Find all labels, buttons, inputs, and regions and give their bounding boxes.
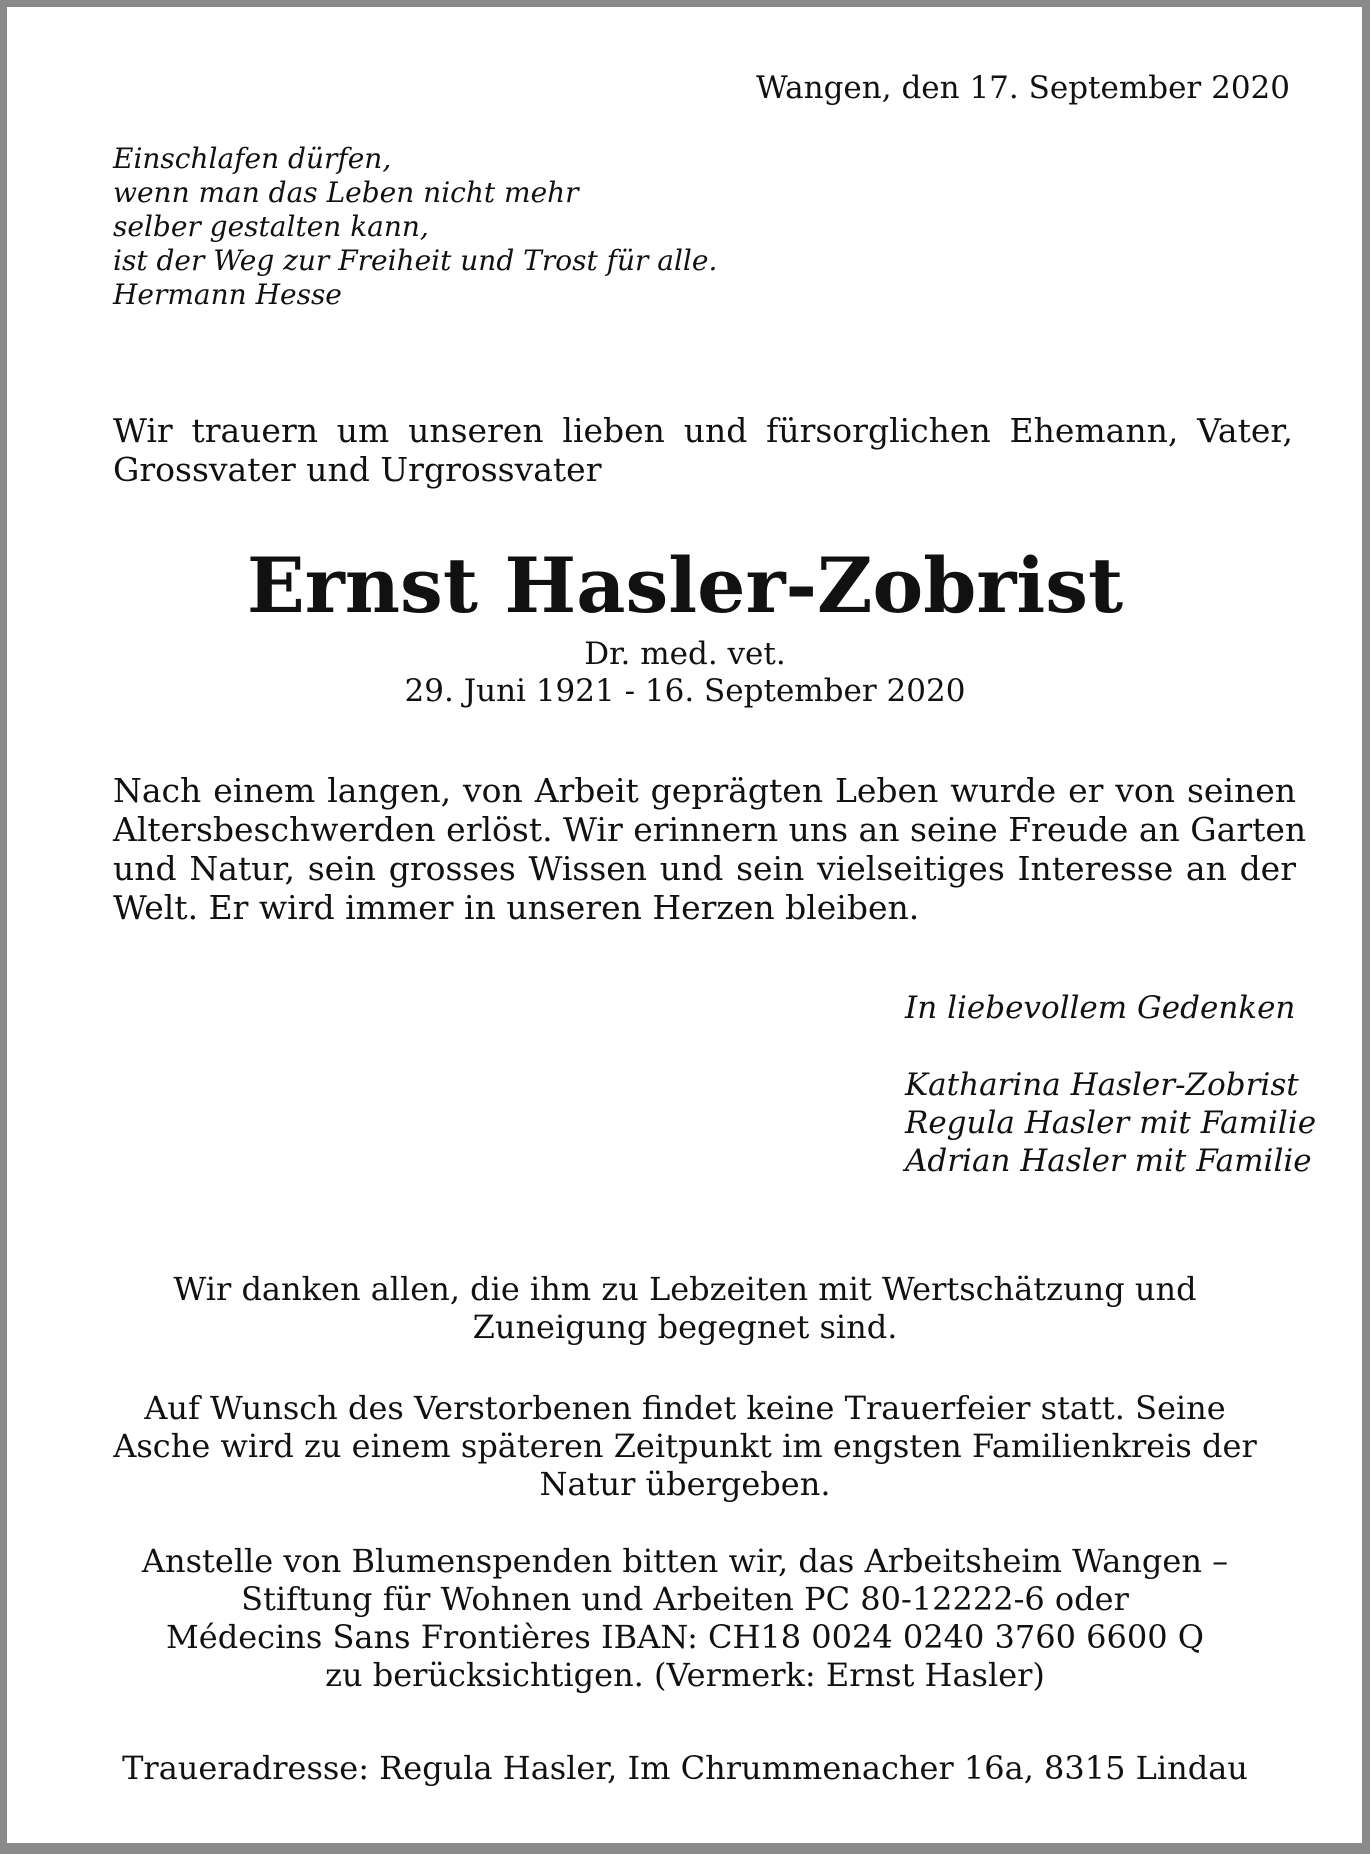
- deceased-title: Dr. med. vet.: [584, 636, 786, 672]
- mourner-name: Adrian Hasler mit Familie: [905, 1143, 1312, 1179]
- thanks-line: Wir danken allen, die ihm zu Lebzeiten mit Wertschätzung und: [173, 1270, 1197, 1308]
- poem-line: wenn man das Leben nicht mehr: [113, 176, 579, 209]
- poem-author: Hermann Hesse: [113, 278, 342, 311]
- thanks-line: Zuneigung begegnet sind.: [472, 1308, 898, 1346]
- mourner-name: Katharina Hasler-Zobrist: [905, 1067, 1299, 1103]
- ceremony-paragraph: [0, 1389, 1370, 1503]
- donations-paragraph: [0, 1542, 1370, 1694]
- tribute-line: und Natur, sein grosses Wissen und sein vielseitiges Interesse an der: [113, 849, 1296, 888]
- thanks-paragraph: [0, 1270, 1370, 1346]
- ceremony-line: Asche wird zu einem späteren Zeitpunkt im engsten Familienkreis der: [113, 1427, 1257, 1465]
- deceased-name: Ernst Hasler-Zobrist: [246, 541, 1124, 630]
- tribute-line: Altersbeschwerden erlöst. Wir erinnern uns an seine Freude an Garten: [113, 810, 1307, 849]
- poem-quote: [113, 142, 717, 312]
- poem-line: Einschlafen dürfen,: [113, 142, 392, 175]
- mourning-address: Traueradresse: Regula Hasler, Im Chrummenacher 16a, 8315 Lindau: [122, 1749, 1248, 1787]
- deceased-dates: 29. Juni 1921 - 16. September 2020: [404, 673, 966, 709]
- ceremony-line: Auf Wunsch des Verstorbenen findet keine Trauerfeier statt. Seine: [144, 1389, 1226, 1427]
- closing-phrase: In liebevollem Gedenken: [905, 990, 1296, 1026]
- tribute-line: Nach einem langen, von Arbeit geprägten Leben wurde er von seinen: [113, 771, 1296, 810]
- tribute-line: Welt. Er wird immer in unseren Herzen bleiben.: [113, 888, 920, 927]
- ceremony-line: Natur übergeben.: [539, 1465, 831, 1503]
- mourner-name: Regula Hasler mit Familie: [905, 1105, 1317, 1141]
- intro-text: Wir trauern um unseren lieben und fürsorglichen Ehemann, Vater, Grossvater und Urgrossvater: [113, 411, 1293, 489]
- donations-line: Anstelle von Blumenspenden bitten wir, das Arbeitsheim Wangen –: [141, 1542, 1229, 1580]
- poem-line: ist der Weg zur Freiheit und Trost für alle.: [113, 244, 718, 277]
- donations-line: Stiftung für Wohnen und Arbeiten PC 80-12222-6 oder: [241, 1580, 1129, 1618]
- donations-line: Médecins Sans Frontières IBAN: CH18 0024 0240 3760 6600 Q: [166, 1618, 1204, 1656]
- notice-date: Wangen, den 17. September 2020: [755, 70, 1290, 106]
- donations-line: zu berücksichtigen. (Vermerk: Ernst Hasler): [325, 1656, 1045, 1694]
- tribute-paragraph: [113, 771, 1307, 927]
- poem-line: selber gestalten kann,: [113, 210, 429, 243]
